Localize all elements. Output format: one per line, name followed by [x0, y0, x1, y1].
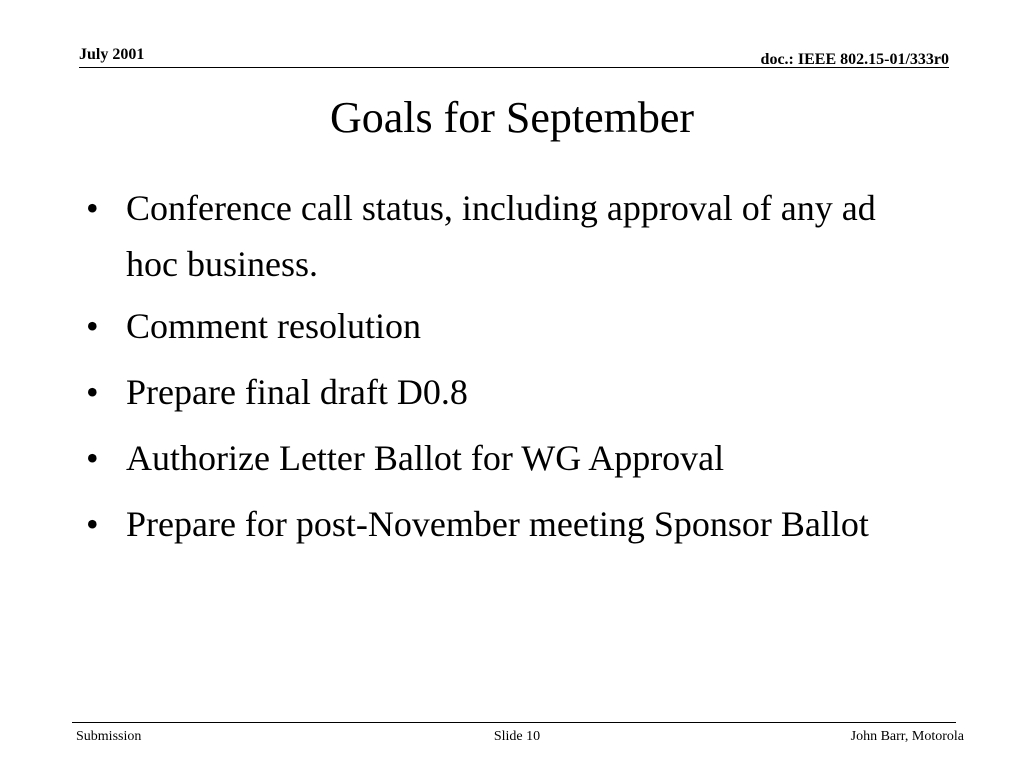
- footer-divider: [72, 722, 956, 723]
- bullet-text: Prepare for post-November meeting Sponsor Ballot: [126, 504, 869, 544]
- header-doc-id: doc.: IEEE 802.15-01/333r0: [760, 51, 949, 68]
- footer-author: John Barr, Motorola: [850, 729, 964, 744]
- bullet-marker: •: [86, 504, 99, 544]
- bullet-marker: •: [86, 188, 99, 228]
- slide-title: Goals for September: [329, 93, 695, 142]
- bullet-marker: •: [86, 372, 99, 412]
- bullet-marker: •: [86, 306, 99, 346]
- footer-submission: Submission: [76, 729, 142, 744]
- footer-slide-number: Slide 10: [493, 729, 541, 744]
- bullet-marker: •: [86, 438, 99, 478]
- header-divider: [79, 67, 949, 68]
- bullet-text: Conference call status, including approval of any ad hoc business.: [126, 188, 876, 284]
- bullet-text: Authorize Letter Ballot for WG Approval: [126, 438, 725, 478]
- header-date: July 2001: [79, 46, 145, 63]
- bullet-text: Comment resolution: [126, 306, 421, 346]
- bullet-text: Prepare final draft D0.8: [126, 372, 468, 412]
